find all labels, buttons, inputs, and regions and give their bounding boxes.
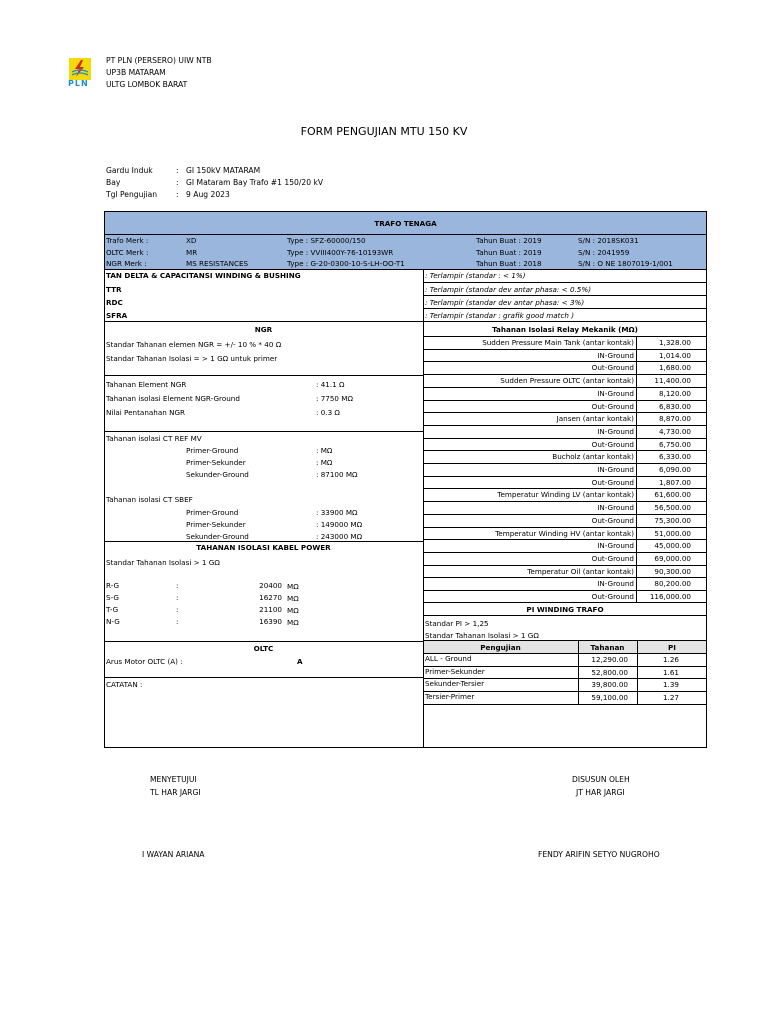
pi-heading: PI WINDING TRAFO <box>526 605 604 614</box>
pi-row-tahanan: 52,800.00 <box>591 667 628 677</box>
kabel-ng-unit: MΩ <box>287 618 299 627</box>
relay-row-divider <box>423 565 707 566</box>
ngr-pentanahan-value: : 0.3 Ω <box>316 408 340 417</box>
kabel-tg-unit: MΩ <box>287 606 299 615</box>
relay-row-divider <box>423 450 707 451</box>
info-tgl-label: Tgl Pengujian <box>106 190 158 199</box>
ct-sbef-sg-label: Sekunder-Ground <box>186 532 249 541</box>
ct-sbef-sg-value: : 243000 MΩ <box>316 532 363 541</box>
oltc-tahun: Tahun Buat : 2019 <box>476 248 542 257</box>
relay-row-divider <box>423 488 707 489</box>
relay-row-value: 1,328.00 <box>658 338 691 347</box>
ngr-std-1: Standar Tahanan elemen NGR = +/- 10 % * 40 Ω <box>106 340 282 349</box>
trafo-heading: TRAFO TENAGA <box>374 219 437 228</box>
relay-row-label: IN-Ground <box>597 503 634 513</box>
relay-row-label: IN-Ground <box>597 426 634 436</box>
info-bay-value: GI Mataram Bay Trafo #1 150/20 kV <box>186 178 324 187</box>
ngr-pentanahan-label: Nilai Pentanahan NGR <box>106 408 186 417</box>
pln-logo <box>66 58 94 90</box>
pi-row-label: Sekunder-Tersier <box>425 679 485 689</box>
ct-sbef-ps-label: Primer-Sekunder <box>186 520 246 529</box>
relay-row-value: 90,300.00 <box>654 566 691 576</box>
pi-row-value: 1.61 <box>662 667 679 677</box>
kabel-tg-value: 21100 <box>259 605 282 614</box>
kabel-sg-sep: : <box>176 593 179 602</box>
pi-row-value: 1.26 <box>662 655 679 664</box>
relay-row-divider <box>423 514 707 515</box>
relay-row-value: 1,680.00 <box>658 363 691 373</box>
relay-row-label: Out-Ground <box>591 515 634 525</box>
relay-row-label: Out-Ground <box>591 477 634 487</box>
relay-row-value: 80,200.00 <box>654 579 691 589</box>
relay-row-divider <box>423 374 707 375</box>
ngr-merk-value: MS RESISTANCES <box>186 259 249 268</box>
pi-row-tahanan: 39,800.00 <box>591 680 628 690</box>
test-ttr-value: : Terlampir (standar dev antar phasa: < 0.5%) <box>425 285 592 294</box>
relay-row-divider <box>423 412 707 413</box>
relay-row-divider <box>423 501 707 502</box>
ct-sbef-title: Tahanan isolasi CT SBEF <box>106 495 193 504</box>
ct-ref-title: Tahanan isolasi CT REF MV <box>106 434 202 443</box>
oltc-arus-label: Arus Motor OLTC (A) : <box>106 657 183 666</box>
pi-row-label: ALL - Ground <box>425 654 472 663</box>
relay-row-label: IN-Ground <box>597 350 634 360</box>
relay-row-divider <box>423 539 707 540</box>
kabel-sg-value: 16270 <box>259 593 282 602</box>
relay-row-divider <box>423 577 707 578</box>
relay-row-value: 1,014.00 <box>658 350 691 360</box>
relay-row-value: 116,000.00 <box>649 592 691 601</box>
trafo-type: Type : SFZ-60000/150 <box>287 236 366 245</box>
org-line-2: UP3B MATARAM <box>106 68 166 77</box>
relay-row-label: IN-Ground <box>597 541 634 551</box>
info-tgl-value: 9 Aug 2023 <box>186 190 230 199</box>
test-rdc-value: : Terlampir (standar dev antar phasa: < 3%) <box>425 298 585 307</box>
relay-row-label: Sudden Pressure OLTC (antar kontak) <box>500 376 634 386</box>
relay-row-divider <box>423 476 707 477</box>
relay-row-divider <box>423 361 707 362</box>
catatan-label: CATATAN : <box>106 680 143 689</box>
relay-row-value: 61,600.00 <box>654 490 691 500</box>
info-gardu-label: Gardu Induk <box>106 166 153 175</box>
test-rdc-label: RDC <box>106 298 123 307</box>
ngr-std-2: Standar Tahanan Isolasi = > 1 GΩ untuk primer <box>106 354 278 363</box>
pi-row-label: Tersier-Primer <box>425 692 475 702</box>
trafo-merk-label: Trafo Merk : <box>106 236 149 245</box>
ct-ref-sg-label: Sekunder-Ground <box>186 470 249 479</box>
test-sfra-value: : Terlampir (standar : grafik good match ) <box>425 311 575 320</box>
ngr-type: Type : G-20-0300-10-S-LH-OO-T1 <box>287 259 405 268</box>
info-bay-label: Bay <box>106 178 121 187</box>
kabel-rg-sep: : <box>176 581 179 590</box>
pi-row-tahanan: 12,290.00 <box>591 655 628 664</box>
info-gardu-sep: : <box>176 166 179 175</box>
relay-row-divider <box>423 590 707 591</box>
relay-row-divider <box>423 387 707 388</box>
relay-row-value: 69,000.00 <box>654 553 691 563</box>
ct-sbef-pg-value: : 33900 MΩ <box>316 508 358 517</box>
ct-sbef-pg-label: Primer-Ground <box>186 508 239 517</box>
ngr-tahun: Tahun Buat : 2018 <box>476 259 542 268</box>
relay-row-divider <box>423 552 707 553</box>
kabel-heading: TAHANAN ISOLASI KABEL POWER <box>196 543 331 552</box>
kabel-rg-unit: MΩ <box>287 582 299 591</box>
relay-row-label: IN-Ground <box>597 465 634 474</box>
pi-col-pi: PI <box>668 643 676 652</box>
oltc-type: Type : VVIII400Y-76-10193WR <box>287 248 394 257</box>
oltc-heading: OLTC <box>253 644 274 653</box>
relay-row-value: 8,870.00 <box>658 414 691 424</box>
kabel-ng-value: 16390 <box>259 617 282 626</box>
relay-row-divider <box>423 425 707 426</box>
oltc-merk-label: OLTC Merk : <box>106 248 149 257</box>
pi-row-value: 1.39 <box>662 680 679 690</box>
sign-right-role1: DISUSUN OLEH <box>572 775 630 784</box>
oltc-sn: S/N : 2041959 <box>578 248 630 257</box>
form-title: FORM PENGUJIAN MTU 150 KV <box>300 125 468 138</box>
ngr-merk-label: NGR Merk : <box>106 259 147 268</box>
relay-row-label: Out-Ground <box>591 439 634 449</box>
info-gardu-value: GI 150kV MATARAM <box>186 166 261 175</box>
sign-right-role2: JT HAR JARGI <box>576 788 625 797</box>
pi-row-tahanan: 59,100.00 <box>591 693 628 703</box>
kabel-tg-label: T-G <box>106 605 119 614</box>
ngr-isolasi-value: : 7750 MΩ <box>316 394 353 403</box>
relay-row-value: 75,300.00 <box>654 515 691 525</box>
pi-col-tahanan: Tahanan <box>590 643 625 652</box>
relay-row-value: 6,330.00 <box>658 452 691 462</box>
relay-row-value: 1,807.00 <box>658 477 691 487</box>
relay-row-value: 56,500.00 <box>654 503 691 513</box>
pi-row-label: Primer-Sekunder <box>425 666 485 676</box>
oltc-arus-unit: A <box>297 657 303 666</box>
pi-col-pengujian: Pengujian <box>480 643 521 652</box>
relay-row-value: 8,120.00 <box>658 388 691 398</box>
ngr-element-value: : 41.1 Ω <box>316 380 345 389</box>
relay-row-divider <box>423 400 707 401</box>
relay-row-label: Out-Ground <box>591 401 634 411</box>
ct-ref-ps-label: Primer-Sekunder <box>186 458 246 467</box>
pi-row-value: 1.27 <box>662 693 679 703</box>
sign-right-name: FENDY ARIFIN SETYO NUGROHO <box>538 850 660 859</box>
relay-row-label: Out-Ground <box>591 592 634 601</box>
relay-row-label: Out-Ground <box>591 363 634 373</box>
relay-row-divider <box>423 527 707 528</box>
trafo-sn: S/N : 2018SK031 <box>578 236 639 245</box>
relay-row-value: 6,750.00 <box>658 439 691 449</box>
relay-heading: Tahanan Isolasi Relay Mekanik (MΩ) <box>492 325 638 334</box>
info-tgl-sep: : <box>176 190 179 199</box>
relay-row-label: Jansen (antar kontak) <box>556 414 634 424</box>
relay-row-label: IN-Ground <box>597 579 634 589</box>
sign-left-name: I WAYAN ARIANA <box>142 850 205 859</box>
relay-row-value: 4,730.00 <box>658 426 691 436</box>
ct-sbef-ps-value: : 149000 MΩ <box>316 520 363 529</box>
pi-std-2: Standar Tahanan Isolasi > 1 GΩ <box>425 631 539 640</box>
kabel-rg-label: R-G <box>106 581 120 590</box>
relay-row-label: Temperatur Winding LV (antar kontak) <box>497 490 634 500</box>
kabel-sg-label: S-G <box>106 593 119 602</box>
test-ttr-label: TTR <box>106 285 122 294</box>
test-tandelta-label: TAN DELTA & CAPACITANSI WINDING & BUSHING <box>106 271 301 280</box>
pi-row-divider <box>423 704 707 705</box>
org-line-3: ULTG LOMBOK BARAT <box>106 80 188 89</box>
relay-row-label: IN-Ground <box>597 388 634 398</box>
kabel-sg-unit: MΩ <box>287 594 299 603</box>
relay-row-label: Sudden Pressure Main Tank (antar kontak) <box>482 338 634 347</box>
oltc-merk-value: MR <box>186 248 198 257</box>
ngr-element-label: Tahanan Element NGR <box>106 380 187 389</box>
ct-ref-sg-value: : 87100 MΩ <box>316 470 358 479</box>
ngr-isolasi-label: Tahanan isolasi Element NGR-Ground <box>106 394 240 403</box>
relay-row-label: Bucholz (antar kontak) <box>552 452 634 462</box>
kabel-tg-sep: : <box>176 605 179 614</box>
relay-row-label: Out-Ground <box>591 553 634 563</box>
test-tandelta-value: : Terlampir (standar : < 1%) <box>425 271 526 280</box>
kabel-ng-label: N-G <box>106 617 120 626</box>
ngr-sn: S/N : O NE 1807019-1/001 <box>578 259 673 268</box>
kabel-ng-sep: : <box>176 617 179 626</box>
relay-row-divider <box>423 438 707 439</box>
ct-ref-ps-value: : MΩ <box>316 458 333 467</box>
ct-ref-pg-value: : MΩ <box>316 446 333 455</box>
kabel-std: Standar Tahanan Isolasi > 1 GΩ <box>106 558 220 567</box>
relay-row-value: 11,400.00 <box>654 376 691 386</box>
relay-row-label: Temperatur Oil (antar kontak) <box>527 566 634 576</box>
kabel-rg-value: 20400 <box>259 581 282 590</box>
relay-row-value: 6,830.00 <box>658 401 691 411</box>
ct-ref-pg-label: Primer-Ground <box>186 446 239 455</box>
org-line-1: PT PLN (PERSERO) UIW NTB <box>106 56 212 65</box>
relay-row-divider <box>423 463 707 464</box>
info-bay-sep: : <box>176 178 179 187</box>
relay-row-value: 6,090.00 <box>658 465 691 474</box>
sign-left-role1: MENYETUJUI <box>150 775 197 784</box>
sign-left-role2: TL HAR JARGI <box>150 788 201 797</box>
ngr-heading: NGR <box>254 325 273 334</box>
pln-logo-text: PLN <box>68 79 89 88</box>
relay-row-label: Temperatur Winding HV (antar kontak) <box>495 528 634 538</box>
relay-row-value: 45,000.00 <box>654 541 691 551</box>
pi-std-1: Standar PI > 1,25 <box>425 619 489 628</box>
test-sfra-label: SFRA <box>106 311 128 320</box>
relay-row-divider <box>423 349 707 350</box>
trafo-merk-value: XD <box>186 236 197 245</box>
relay-row-value: 51,000.00 <box>654 528 691 538</box>
trafo-tahun: Tahun Buat : 2019 <box>476 236 542 245</box>
